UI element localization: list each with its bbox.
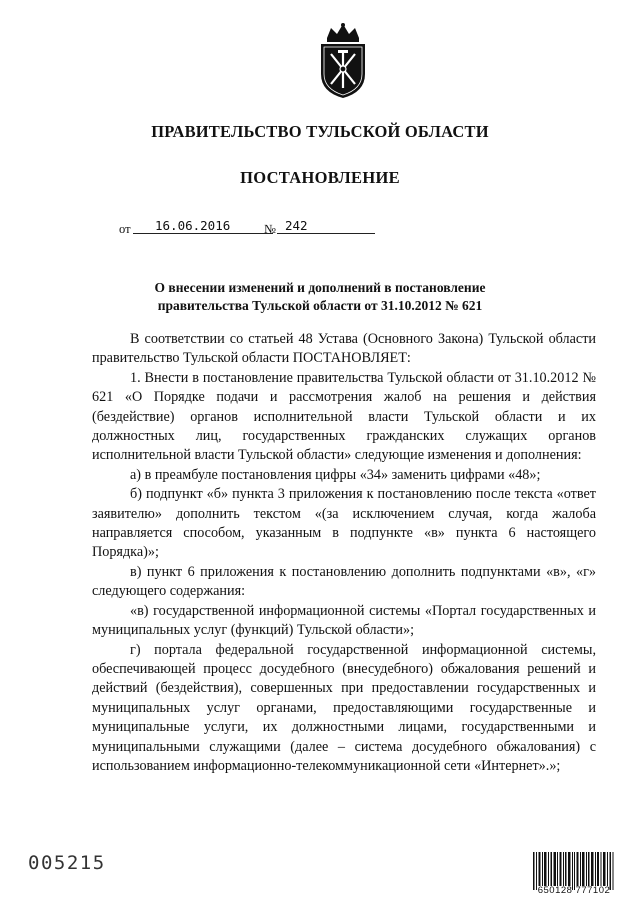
number-prefix: № bbox=[264, 222, 276, 236]
serial-number: 005215 bbox=[28, 852, 106, 874]
barcode-number: 650128 777102 bbox=[537, 885, 611, 896]
organization-title: ПРАВИТЕЛЬСТВО ТУЛЬСКОЙ ОБЛАСТИ bbox=[151, 122, 489, 141]
document-subject bbox=[0, 279, 640, 315]
body-paragraph: а) в преамбуле постановления цифры «34» заменить цифрами «48»; bbox=[130, 466, 541, 483]
document-body bbox=[92, 330, 596, 776]
body-paragraph: в) пункт 6 приложения к постановлению дополнить подпунктами «в», «г» следующего содержания: bbox=[92, 563, 596, 600]
body-paragraph: «в) государственной информационной системы «Портал государственных и муниципальных услуг (функций) Тульской области»; bbox=[92, 602, 596, 639]
document-type-heading: ПОСТАНОВЛЕНИЕ bbox=[240, 168, 400, 187]
subject-line: правительства Тульской области от 31.10.2012 № 621 bbox=[157, 298, 483, 313]
body-paragraph: б) подпункт «б» пункта 3 приложения к постановлению после текста «ответ заявителю» дополнить текстом «(за исключением случая, когда жалоба направляется способом, указанным в подпункте «в» пункта 6 настоящего Порядка)»; bbox=[92, 486, 596, 561]
body-paragraph: г) портала федеральной государственной информационной системы, обеспечивающей процесс досудебного (внесудебного) обжалования решений и действий (бездействия), совершенных при предоставлении государственных и муниципальных услуг органами, предоставляющими государственные и муниципальные услуги, их должностными лицами, государственными и муниципальными служащими (далее – система досудебного обжалования) с использованием информационно-телекоммуникационной сети «Интернет».»; bbox=[92, 641, 596, 774]
coat-of-arms-icon bbox=[313, 22, 373, 100]
body-paragraph: 1. Внести в постановление правительства Тульской области от 31.10.2012 № 621 «О Порядке подачи и рассмотрения жалоб на решения и действия (бездействие) органов исполнительной власти Тульской области и их должностных лиц, государственных гражданских служащих органов исполнительной власти Тульской области» следующие изменения и дополнения: bbox=[92, 369, 596, 464]
subject-line: О внесении изменений и дополнений в постановление bbox=[154, 280, 486, 295]
document-number: 242 bbox=[277, 218, 375, 234]
date-prefix: от bbox=[119, 222, 131, 236]
body-paragraph: В соответствии со статьей 48 Устава (Основного Закона) Тульской области правительство Тульской области ПОСТАНОВЛЯЕТ: bbox=[92, 331, 596, 367]
document-date: 16.06.2016 bbox=[133, 218, 273, 234]
